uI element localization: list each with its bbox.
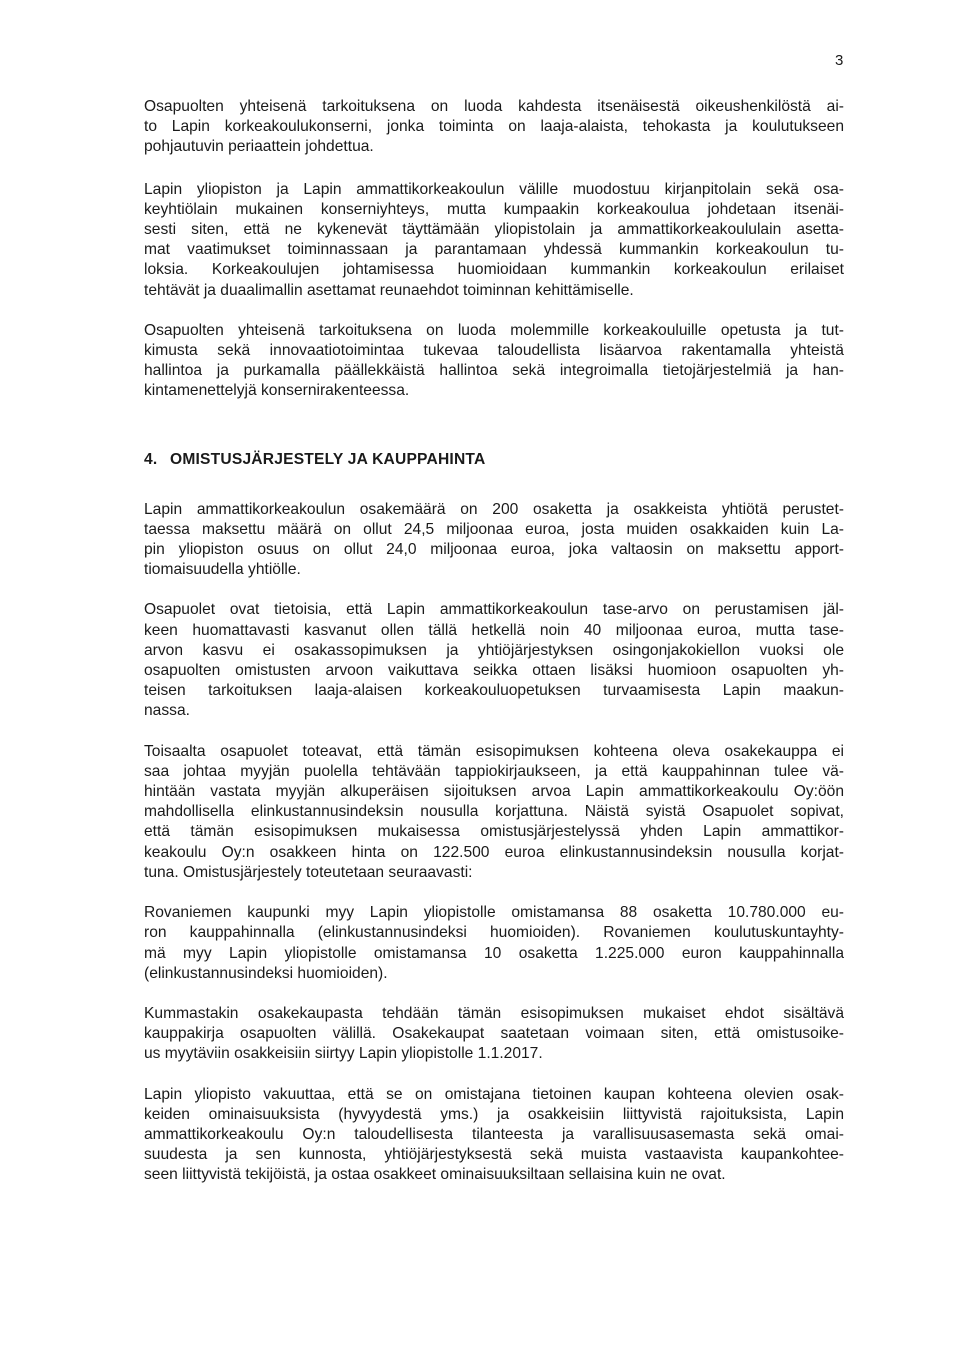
text-line: kimusta sekä innovaatiotoimintaa tukevaa taloudellista lisäarvoa rakentamalla yhteistä xyxy=(144,342,844,360)
text-line: keyhtiölain mukainen konserniyhteys, mutta kumpaakin korkeakoulua johdetaan itsenäi- xyxy=(144,200,844,218)
section-heading xyxy=(144,450,844,470)
section-number: 4. xyxy=(144,450,158,468)
text-line: taessa maksettu määrä on ollut 24,5 miljoonaa euroa, josta muiden osakkaiden kuin La- xyxy=(144,520,844,538)
text-line: hallintoa ja purkamalla päällekkäistä hallintoa sekä integroimalla tietojärjestelmiä ja han- xyxy=(144,362,844,380)
paragraph-share-count xyxy=(144,500,844,581)
paragraph-shared-goal xyxy=(144,321,844,402)
text-line: sesti siten, että ne kykenevät täyttämään yliopistolain ja ammattikorkeakoululain asetta- xyxy=(144,221,844,239)
text-line: tehtävät ja duaalimallin asettamat reunaehdot toiminnan kehittämiselle. xyxy=(144,281,634,299)
paragraph-deed xyxy=(144,1004,844,1065)
text-line: Lapin yliopisto vakuuttaa, että se on omistajana tietoinen kaupan kohteena olevien osak- xyxy=(144,1085,844,1103)
text-line: tiomaisuudella yhtiölle. xyxy=(144,561,301,579)
document-body xyxy=(144,97,844,1186)
text-line: että tämän esisopimuksen mukaisessa omistusjärjestelyssä yhden Lapin ammattikor- xyxy=(144,823,844,841)
text-line: tuna. Omistusjärjestely toteutetaan seuraavasti: xyxy=(144,863,473,881)
text-line: pohjautuvin periaattein johdettua. xyxy=(144,138,374,156)
text-line: ron kauppahinnalla (elinkustannusindeksi huomioiden). Rovaniemen koulutuskuntayhty- xyxy=(144,924,844,942)
text-line: loksia. Korkeakoulujen johtamisessa huomioidaan kummankin korkeakoulun erilaiset xyxy=(144,261,844,279)
text-line: Osapuolten yhteisenä tarkoituksena on luoda kahdesta itsenäisestä oikeushenkilöstä ai- xyxy=(144,98,844,115)
text-line: Osapuolet ovat tietoisia, että Lapin ammattikorkeakoulun tase-arvo on perustamisen jäl- xyxy=(144,601,844,619)
text-line: mahdollisella elinkustannusindeksin nousulla korjattuna. Näistä syistä Osapuolet sopivat, xyxy=(144,803,844,821)
text-line: keen huomattavasti kasvanut ollen tällä hetkellä noin 40 miljoonaa euroa, mutta tase- xyxy=(144,621,844,639)
text-line: kintamenettelyjä konsernirakenteessa. xyxy=(144,382,410,400)
text-line: nassa. xyxy=(144,702,190,720)
text-line: Kummastakin osakekaupasta tehdään tämän esisopimuksen mukaiset ehdot sisältävä xyxy=(144,1004,844,1022)
text-line: Osapuolten yhteisenä tarkoituksena on luoda molemmille korkeakouluille opetusta ja tut- xyxy=(144,321,844,339)
text-line: Lapin yliopiston ja Lapin ammattikorkeakoulun välille muodostuu kirjanpitolain sekä osa- xyxy=(144,180,844,198)
text-line: seen liittyvistä tekijöistä, ja ostaa osakkeet ominaisuuksiltaan sellaisina kuin ne ovat. xyxy=(144,1166,726,1184)
text-line: Rovaniemen kaupunki myy Lapin yliopistolle omistamansa 88 osaketta 10.780.000 eu- xyxy=(144,904,844,922)
paragraph-balance-value xyxy=(144,600,844,721)
text-line: teisen tarkoituksen laaja-alaisen korkeakouluopetuksen turvaamisesta Lapin maakun- xyxy=(144,682,844,700)
page-number: 3 xyxy=(835,52,844,69)
paragraph-warranty xyxy=(144,1085,844,1186)
text-line: saa johtaa myyjän puolella tehtävään tappiokirjaukseen, ja että kauppahinnan tulee vä- xyxy=(144,762,844,780)
text-line: (elinkustannusindeksi huomioiden). xyxy=(144,964,388,982)
text-line: mä myy Lapin yliopistolle omistamansa 10 osaketta 1.225.000 euron kauppahinnalla xyxy=(144,944,844,962)
text-line: Lapin ammattikorkeakoulun osakemäärä on 200 osaketta ja osakkeista yhtiötä perustet- xyxy=(144,500,844,518)
text-line: pin yliopiston osuus on ollut 24,0 miljoonaa euroa, joka valtaosin on maksettu apport- xyxy=(144,541,844,559)
text-line: suudesta ja sen kunnosta, yhtiöjärjestyksestä sekä muista vastaavista kaupankohtee- xyxy=(144,1146,844,1164)
paragraph-group-relationship xyxy=(144,180,844,301)
text-line: kauppakirja osapuolten välillä. Osakekaupat saatetaan voimaan siten, että omistusoike- xyxy=(144,1025,844,1043)
text-line: keiden ominaisuuksista (hyvyydestä yms.) ja osakkeisiin liittyvistä rajoituksista, Lapin xyxy=(144,1105,844,1123)
text-line: us myytäviin osakkeisiin siirtyy Lapin yliopistolle 1.1.2017. xyxy=(144,1045,543,1063)
text-line: mat vaatimukset toiminnassaan ja parantamaan yhdessä kummankin korkeakoulun tu- xyxy=(144,241,844,259)
paragraph-sales xyxy=(144,903,844,984)
text-line: osapuolten omistusten arvoon vaikuttava seikka ottaen lisäksi huomioon osapuolten yh- xyxy=(144,662,844,680)
section-title: OMISTUSJÄRJESTELY JA KAUPPAHINTA xyxy=(170,450,486,468)
text-line: to Lapin korkeakoulukonserni, jonka toiminta on laaja-alaista, tehokasta ja koulutukseen xyxy=(144,118,844,136)
text-line: arvon kasvu ei osakassopimuksen ja yhtiöjärjestyksen osingonjakokiellon vuoksi ole xyxy=(144,641,844,659)
text-line: keakoulu Oy:n osakkeen hinta on 122.500 euroa elinkustannusindeksin nousulla korjat- xyxy=(144,843,844,861)
text-line: Toisaalta osapuolet toteavat, että tämän esisopimuksen kohteena oleva osakekauppa ei xyxy=(144,742,844,760)
paragraph-purpose xyxy=(144,97,844,158)
text-line: hintään vastata myyjän alkuperäisen sijoituksen arvoa Lapin ammattikorkeakoulu Oy:öön xyxy=(144,783,844,801)
paragraph-share-price xyxy=(144,742,844,883)
text-line: ammattikorkeakoulu Oy:n taloudellisesta tilanteesta ja varallisuusasemasta sekä omai- xyxy=(144,1125,844,1143)
